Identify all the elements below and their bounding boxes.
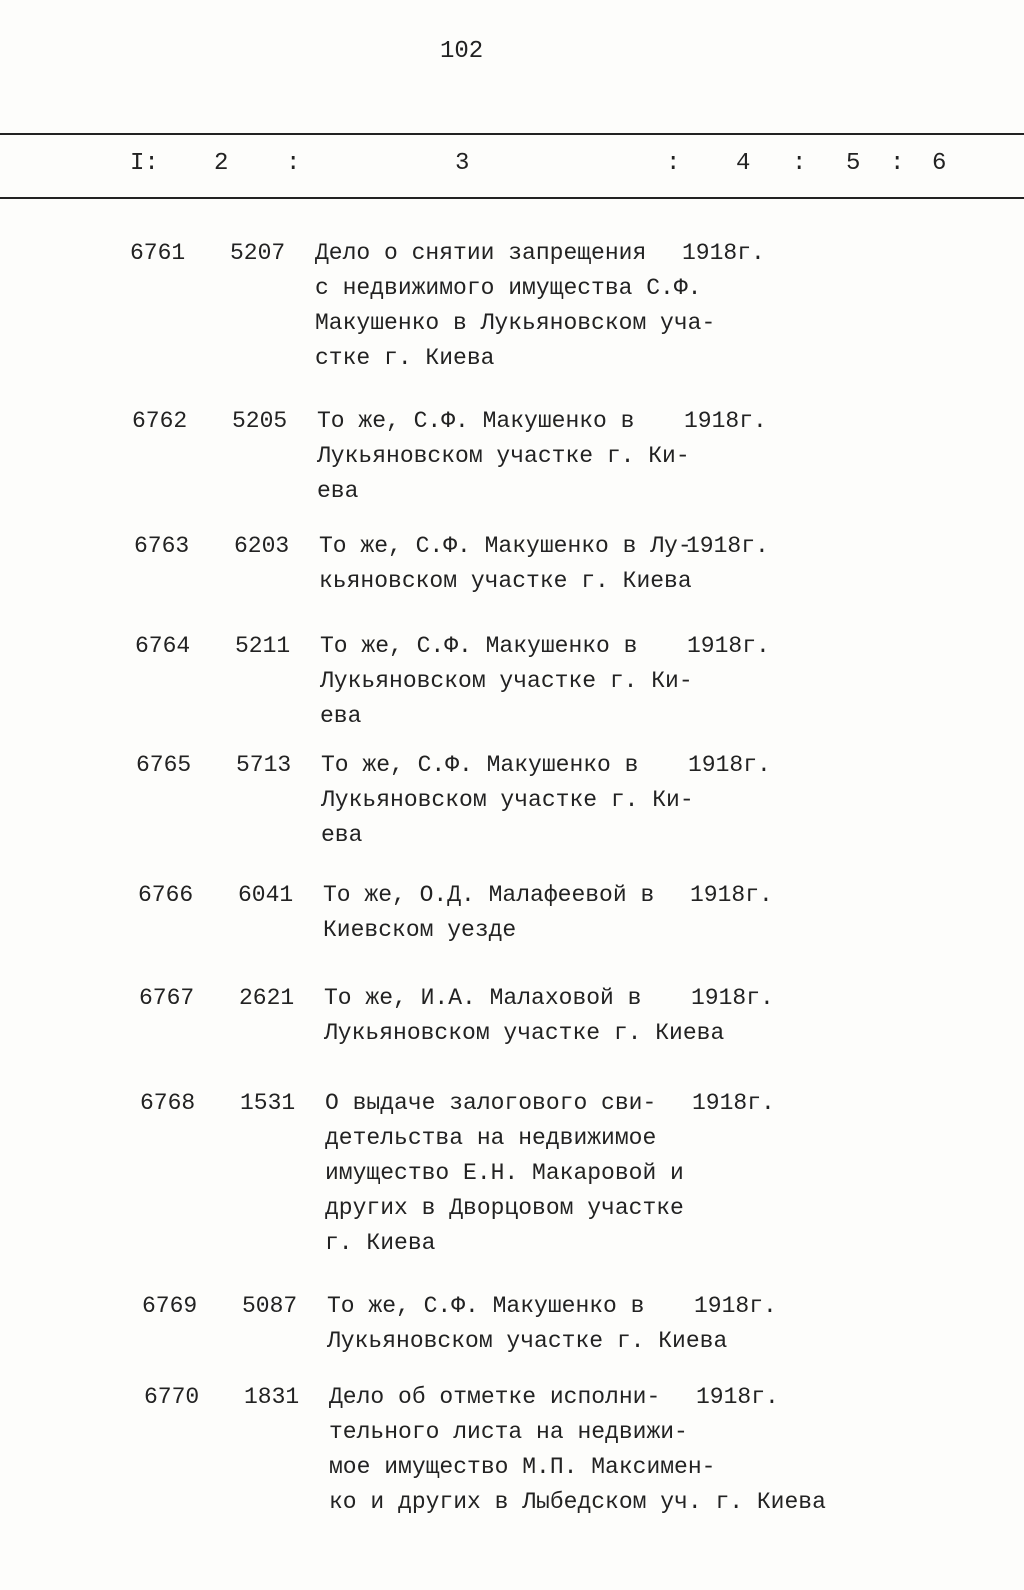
description-line: То же, С.Ф. Макушенко в	[321, 752, 639, 778]
entry-year: 1918г.	[696, 1384, 779, 1410]
description-line: Лукьяновском участке г. Киева	[324, 1020, 725, 1046]
col-2-label: 2	[214, 150, 229, 177]
description-line: детельства на недвижимое	[325, 1125, 657, 1151]
entry-year: 1918г.	[690, 882, 773, 908]
entry-description	[319, 529, 692, 599]
header-top-rule	[0, 133, 1024, 135]
col-separator: :	[286, 150, 301, 177]
entry-year: 1918г.	[688, 752, 771, 778]
description-line: Дело об отметке исполни-	[329, 1384, 661, 1410]
col-4-label: 4	[736, 150, 751, 177]
description-line: ева	[321, 822, 363, 848]
description-line: Лукьяновском участке г. Ки-	[321, 787, 694, 813]
col-6-label: 6	[932, 150, 947, 177]
description-line: других в Дворцовом участке	[325, 1195, 684, 1221]
inventory-number: 1531	[240, 1090, 296, 1116]
description-line: Киевском уезде	[323, 917, 517, 943]
entry-description	[325, 1086, 684, 1261]
entry-number: 6764	[135, 633, 191, 659]
entry-year: 1918г.	[692, 1090, 775, 1116]
description-line: То же, С.Ф. Макушенко в	[320, 633, 638, 659]
entry-number: 6763	[134, 533, 190, 559]
entry-year: 1918г.	[684, 408, 767, 434]
page-number: 102	[440, 38, 484, 65]
entry-year: 1918г.	[694, 1293, 777, 1319]
description-line: То же, С.Ф. Макушенко в Лу-	[319, 533, 692, 559]
description-line: Макушенко в Лукьяновском уча-	[315, 310, 716, 336]
description-line: стке г. Киева	[315, 345, 495, 371]
description-line: Лукьяновском участке г. Ки-	[317, 443, 690, 469]
inventory-number: 2621	[239, 985, 295, 1011]
inventory-number: 5713	[236, 752, 292, 778]
entry-number: 6768	[140, 1090, 196, 1116]
entry-year: 1918г.	[691, 985, 774, 1011]
col-separator: :	[890, 150, 905, 177]
inventory-number: 1831	[244, 1384, 300, 1410]
entry-number: 6769	[142, 1293, 198, 1319]
entry-number: 6770	[144, 1384, 200, 1410]
inventory-number: 5205	[232, 408, 288, 434]
header-bottom-rule	[0, 197, 1024, 199]
description-line: кьяновском участке г. Киева	[319, 568, 692, 594]
description-line: То же, С.Ф. Макушенко в	[327, 1293, 645, 1319]
entry-description	[327, 1289, 727, 1359]
inventory-number: 5207	[230, 240, 286, 266]
description-line: Дело о снятии запрещения	[315, 240, 647, 266]
description-line: То же, О.Д. Малафеевой в	[323, 882, 655, 908]
description-line: То же, С.Ф. Макушенко в	[317, 408, 635, 434]
description-line: г. Киева	[325, 1230, 436, 1256]
col-separator: :	[666, 150, 681, 177]
entry-number: 6767	[139, 985, 195, 1011]
entry-description	[315, 236, 715, 376]
entry-year: 1918г.	[686, 533, 769, 559]
entry-number: 6762	[132, 408, 188, 434]
inventory-number: 6203	[234, 533, 290, 559]
inventory-number: 5211	[235, 633, 291, 659]
entry-year: 1918г.	[682, 240, 765, 266]
entry-year: 1918г.	[687, 633, 770, 659]
description-line: Лукьяновском участке г. Ки-	[320, 668, 693, 694]
description-line: ко и других в Лыбедском уч. г. Киева	[329, 1489, 826, 1515]
description-line: имущество Е.Н. Макаровой и	[325, 1160, 684, 1186]
description-line: тельного листа на недвижи-	[329, 1419, 688, 1445]
entry-number: 6765	[136, 752, 192, 778]
description-line: То же, И.А. Малаховой в	[324, 985, 642, 1011]
description-line: О выдаче залогового сви-	[325, 1090, 657, 1116]
entry-description	[317, 404, 690, 509]
description-line: ева	[317, 478, 359, 504]
col-5-label: 5	[846, 150, 861, 177]
entry-description	[323, 878, 654, 948]
col-1-label: I:	[130, 150, 159, 177]
entry-description	[321, 748, 694, 853]
col-3-label: 3	[455, 150, 470, 177]
entry-number: 6761	[130, 240, 186, 266]
inventory-number: 5087	[242, 1293, 298, 1319]
description-line: мое имущество М.П. Максимен-	[329, 1454, 716, 1480]
entry-description	[320, 629, 693, 734]
inventory-number: 6041	[238, 882, 294, 908]
col-separator: :	[792, 150, 807, 177]
entry-description	[324, 981, 724, 1051]
description-line: Лукьяновском участке г. Киева	[327, 1328, 728, 1354]
description-line: ева	[320, 703, 362, 729]
description-line: с недвижимого имущества С.Ф.	[315, 275, 702, 301]
entry-number: 6766	[138, 882, 194, 908]
